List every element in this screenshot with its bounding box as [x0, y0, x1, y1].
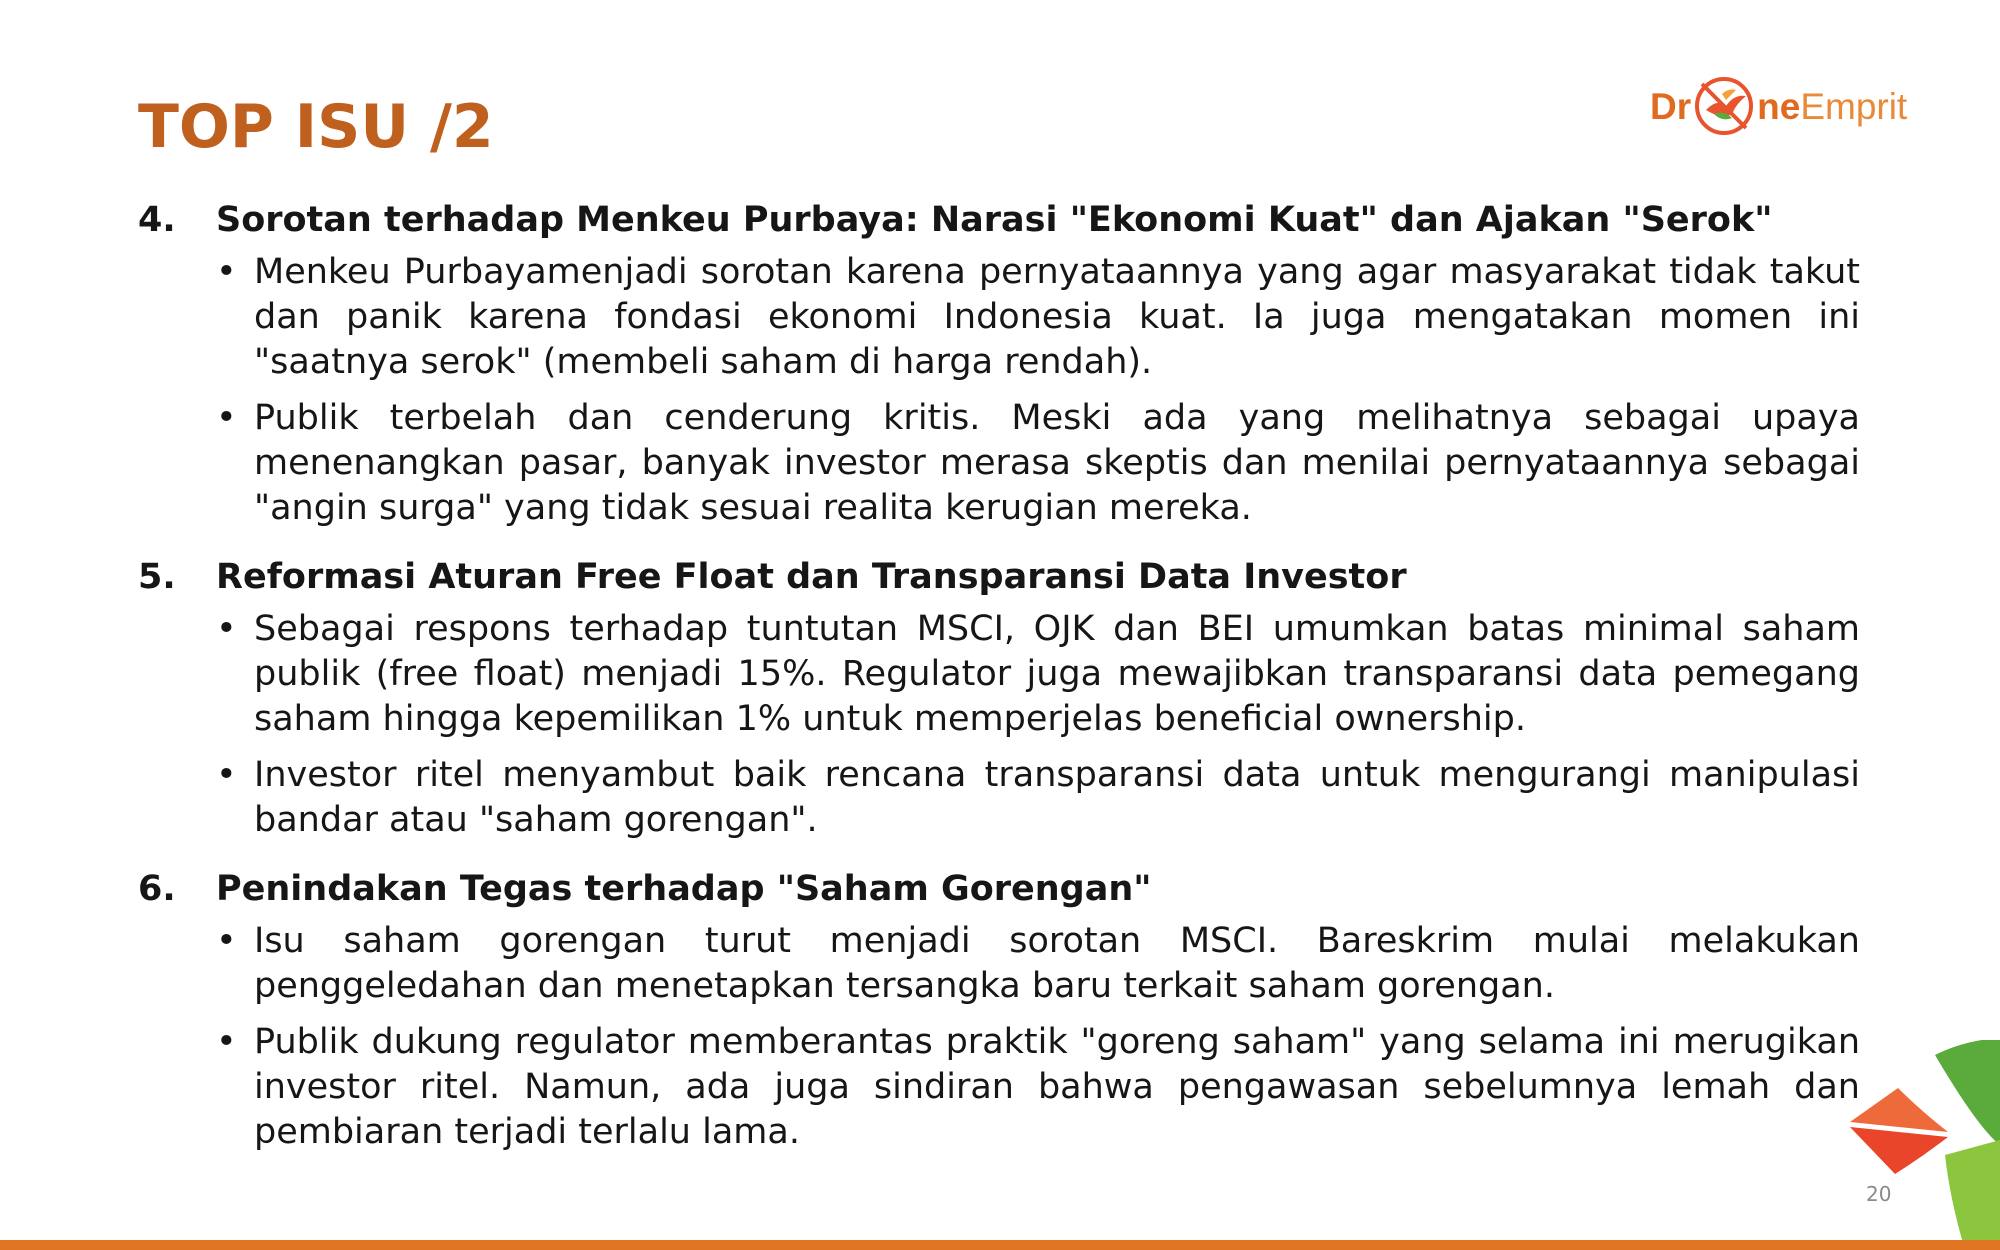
bullet-item [138, 396, 1860, 531]
section-heading [138, 553, 1860, 601]
bullet-list [138, 607, 1860, 843]
issue-section-5 [138, 553, 1860, 843]
section-title: Penindakan Tegas terhadap "Saham Gorengan" [216, 869, 1152, 909]
bullet-text: Menkeu Purbayamenjadi sorotan karena pernyataannya yang agar masyarakat tidak takut dan panik karena fondasi ekonomi Indonesia kuat. Ia juga mengatakan momen ini "saatnya serok" (membeli saham di harga rendah). [254, 252, 1860, 382]
bullet-text: Isu saham gorengan turut menjadi sorotan MSCI. Bareskrim mulai melakukan penggeledahan dan menetapkan tersangka baru terkait saham gorengan. [254, 921, 1860, 1006]
section-title: Sorotan terhadap Menkeu Purbaya: Narasi "Ekonomi Kuat" dan Ajakan "Serok" [216, 200, 1773, 240]
bullet-dot: • [216, 609, 237, 649]
bullet-text: Investor ritel menyambut baik rencana transparansi data untuk mengurangi manipulasi bandar atau "saham gorengan". [254, 755, 1860, 840]
bullet-list [138, 919, 1860, 1155]
bullet-item [138, 753, 1860, 843]
drone-emprit-logo [1650, 72, 1920, 140]
section-number: 6. [138, 869, 176, 909]
page-title: TOP ISU /2 [138, 92, 494, 162]
logo-text-part2: ne [1757, 85, 1801, 127]
decorative-corner-shapes [1840, 1040, 2000, 1250]
bullet-dot: • [216, 921, 237, 961]
orange-shape [1850, 1088, 1948, 1132]
green-shape [1935, 1040, 2000, 1145]
drone-bird-icon [1692, 74, 1756, 138]
issue-section-6 [138, 865, 1860, 1155]
issue-list [138, 196, 1860, 1177]
section-number: 5. [138, 557, 176, 597]
issue-section-4 [138, 196, 1860, 531]
bullet-text: Sebagai respons terhadap tuntutan MSCI, OJK dan BEI umumkan batas minimal saham publik (free float) menjadi 15%. Regulator juga mewajibkan transparansi data pemegang saham hingga kepemilikan 1% untuk memperjelas beneficial ownership. [254, 609, 1860, 739]
bullet-dot: • [216, 1022, 237, 1062]
bullet-dot: • [216, 755, 237, 795]
footer-bar [0, 1240, 2000, 1250]
section-title: Reformasi Aturan Free Float dan Transparansi Data Investor [216, 557, 1407, 597]
bullet-item [138, 250, 1860, 385]
bullet-text: Publik dukung regulator memberantas praktik "goreng saham" yang selama ini merugikan investor ritel. Namun, ada juga sindiran bahwa pengawasan sebelumnya lemah dan pembiaran terjadi terlalu lama. [254, 1022, 1860, 1152]
bullet-item [138, 919, 1860, 1009]
bullet-item [138, 607, 1860, 742]
logo-text-part1: Dr [1650, 85, 1692, 127]
logo-text-part3: Emprit [1800, 85, 1908, 127]
bullet-item [138, 1020, 1860, 1155]
lime-shape [1945, 1140, 2000, 1250]
bullet-list [138, 250, 1860, 531]
section-number: 4. [138, 200, 176, 240]
bullet-dot: • [216, 398, 237, 438]
page-number: 20 [1866, 1182, 1892, 1206]
section-heading [138, 196, 1860, 244]
red-shape [1850, 1127, 1948, 1174]
bullet-text: Publik terbelah dan cenderung kritis. Meski ada yang melihatnya sebagai upaya menenangkan pasar, banyak investor merasa skeptis dan menilai pernyataannya sebagai "angin surga" yang tidak sesuai realita kerugian mereka. [254, 398, 1860, 528]
section-heading [138, 865, 1860, 913]
bullet-dot: • [216, 252, 237, 292]
